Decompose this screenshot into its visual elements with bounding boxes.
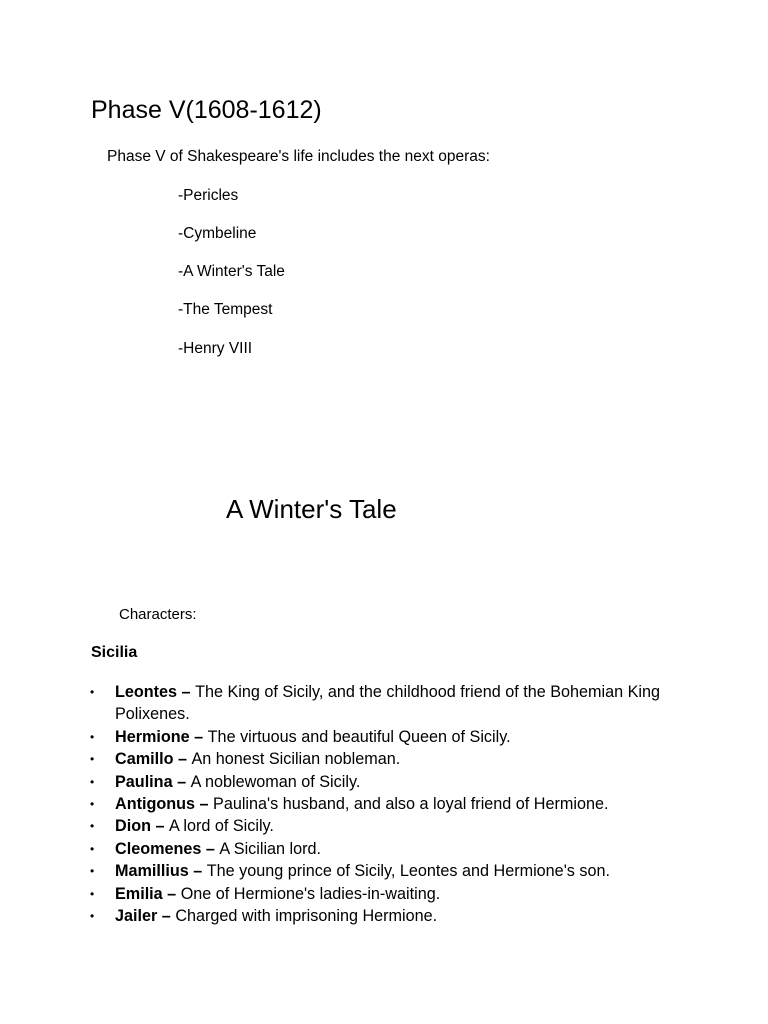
character-name: Dion – <box>115 817 169 836</box>
list-item <box>90 793 690 815</box>
bullet-icon: • <box>90 819 95 834</box>
character-name: Camillo – <box>115 750 192 769</box>
character-description: An honest Sicilian nobleman. <box>191 750 401 769</box>
list-item <box>90 748 690 770</box>
characters-label: Characters: <box>119 606 197 623</box>
phase-heading: Phase V(1608-1612) <box>91 96 322 124</box>
list-item <box>90 681 690 726</box>
opera-item: -The Tempest <box>178 301 273 318</box>
bullet-icon: • <box>90 864 95 879</box>
bullet-icon: • <box>90 752 95 767</box>
character-description: A Sicilian lord. <box>219 839 322 858</box>
character-name: Leontes – <box>115 683 196 701</box>
character-description: The King of Sicily, and the childhood friend of the Bohemian King Polixenes. <box>115 683 660 724</box>
list-item <box>90 771 690 793</box>
list-item <box>90 838 690 860</box>
opera-item: -Henry VIII <box>178 340 253 357</box>
character-name: Paulina – <box>115 772 191 791</box>
character-description: The young prince of Sicily, Leontes and Hermione's son. <box>206 862 610 881</box>
bullet-icon: • <box>90 909 95 924</box>
character-name: Mamillius – <box>115 862 207 881</box>
bullet-icon: • <box>90 841 95 856</box>
list-item <box>90 860 690 882</box>
character-description: The virtuous and beautiful Queen of Sicily. <box>207 727 511 746</box>
character-description: One of Hermione's ladies-in-waiting. <box>180 884 441 903</box>
bullet-icon: • <box>90 729 95 744</box>
bullet-icon: • <box>90 685 95 699</box>
bullet-icon: • <box>90 886 95 901</box>
opera-item: -Cymbeline <box>178 225 257 242</box>
character-description: Charged with imprisoning Hermione. <box>175 907 438 926</box>
bullet-icon: • <box>90 797 95 812</box>
opera-item: -A Winter's Tale <box>178 263 285 280</box>
section-title: Sicilia <box>91 644 138 661</box>
list-item <box>90 883 690 905</box>
bullet-icon: • <box>90 774 95 789</box>
character-description: A noblewoman of Sicily. <box>190 772 361 791</box>
character-list <box>90 681 690 927</box>
list-item <box>90 815 690 837</box>
character-name: Antigonus – <box>115 795 214 814</box>
tale-heading: A Winter's Tale <box>226 494 397 524</box>
character-name: Cleomenes – <box>115 839 220 858</box>
opera-item: -Pericles <box>178 187 239 204</box>
intro-line: Phase V of Shakespeare's life includes the next operas: <box>107 148 490 165</box>
character-name: Jailer – <box>115 907 176 926</box>
character-name: Emilia – <box>115 884 181 903</box>
list-item <box>90 726 690 748</box>
character-description: A lord of Sicily. <box>168 817 274 836</box>
character-name: Hermione – <box>115 727 208 746</box>
character-description: Paulina's husband, and also a loyal friend of Hermione. <box>213 795 609 814</box>
list-item <box>90 905 690 927</box>
